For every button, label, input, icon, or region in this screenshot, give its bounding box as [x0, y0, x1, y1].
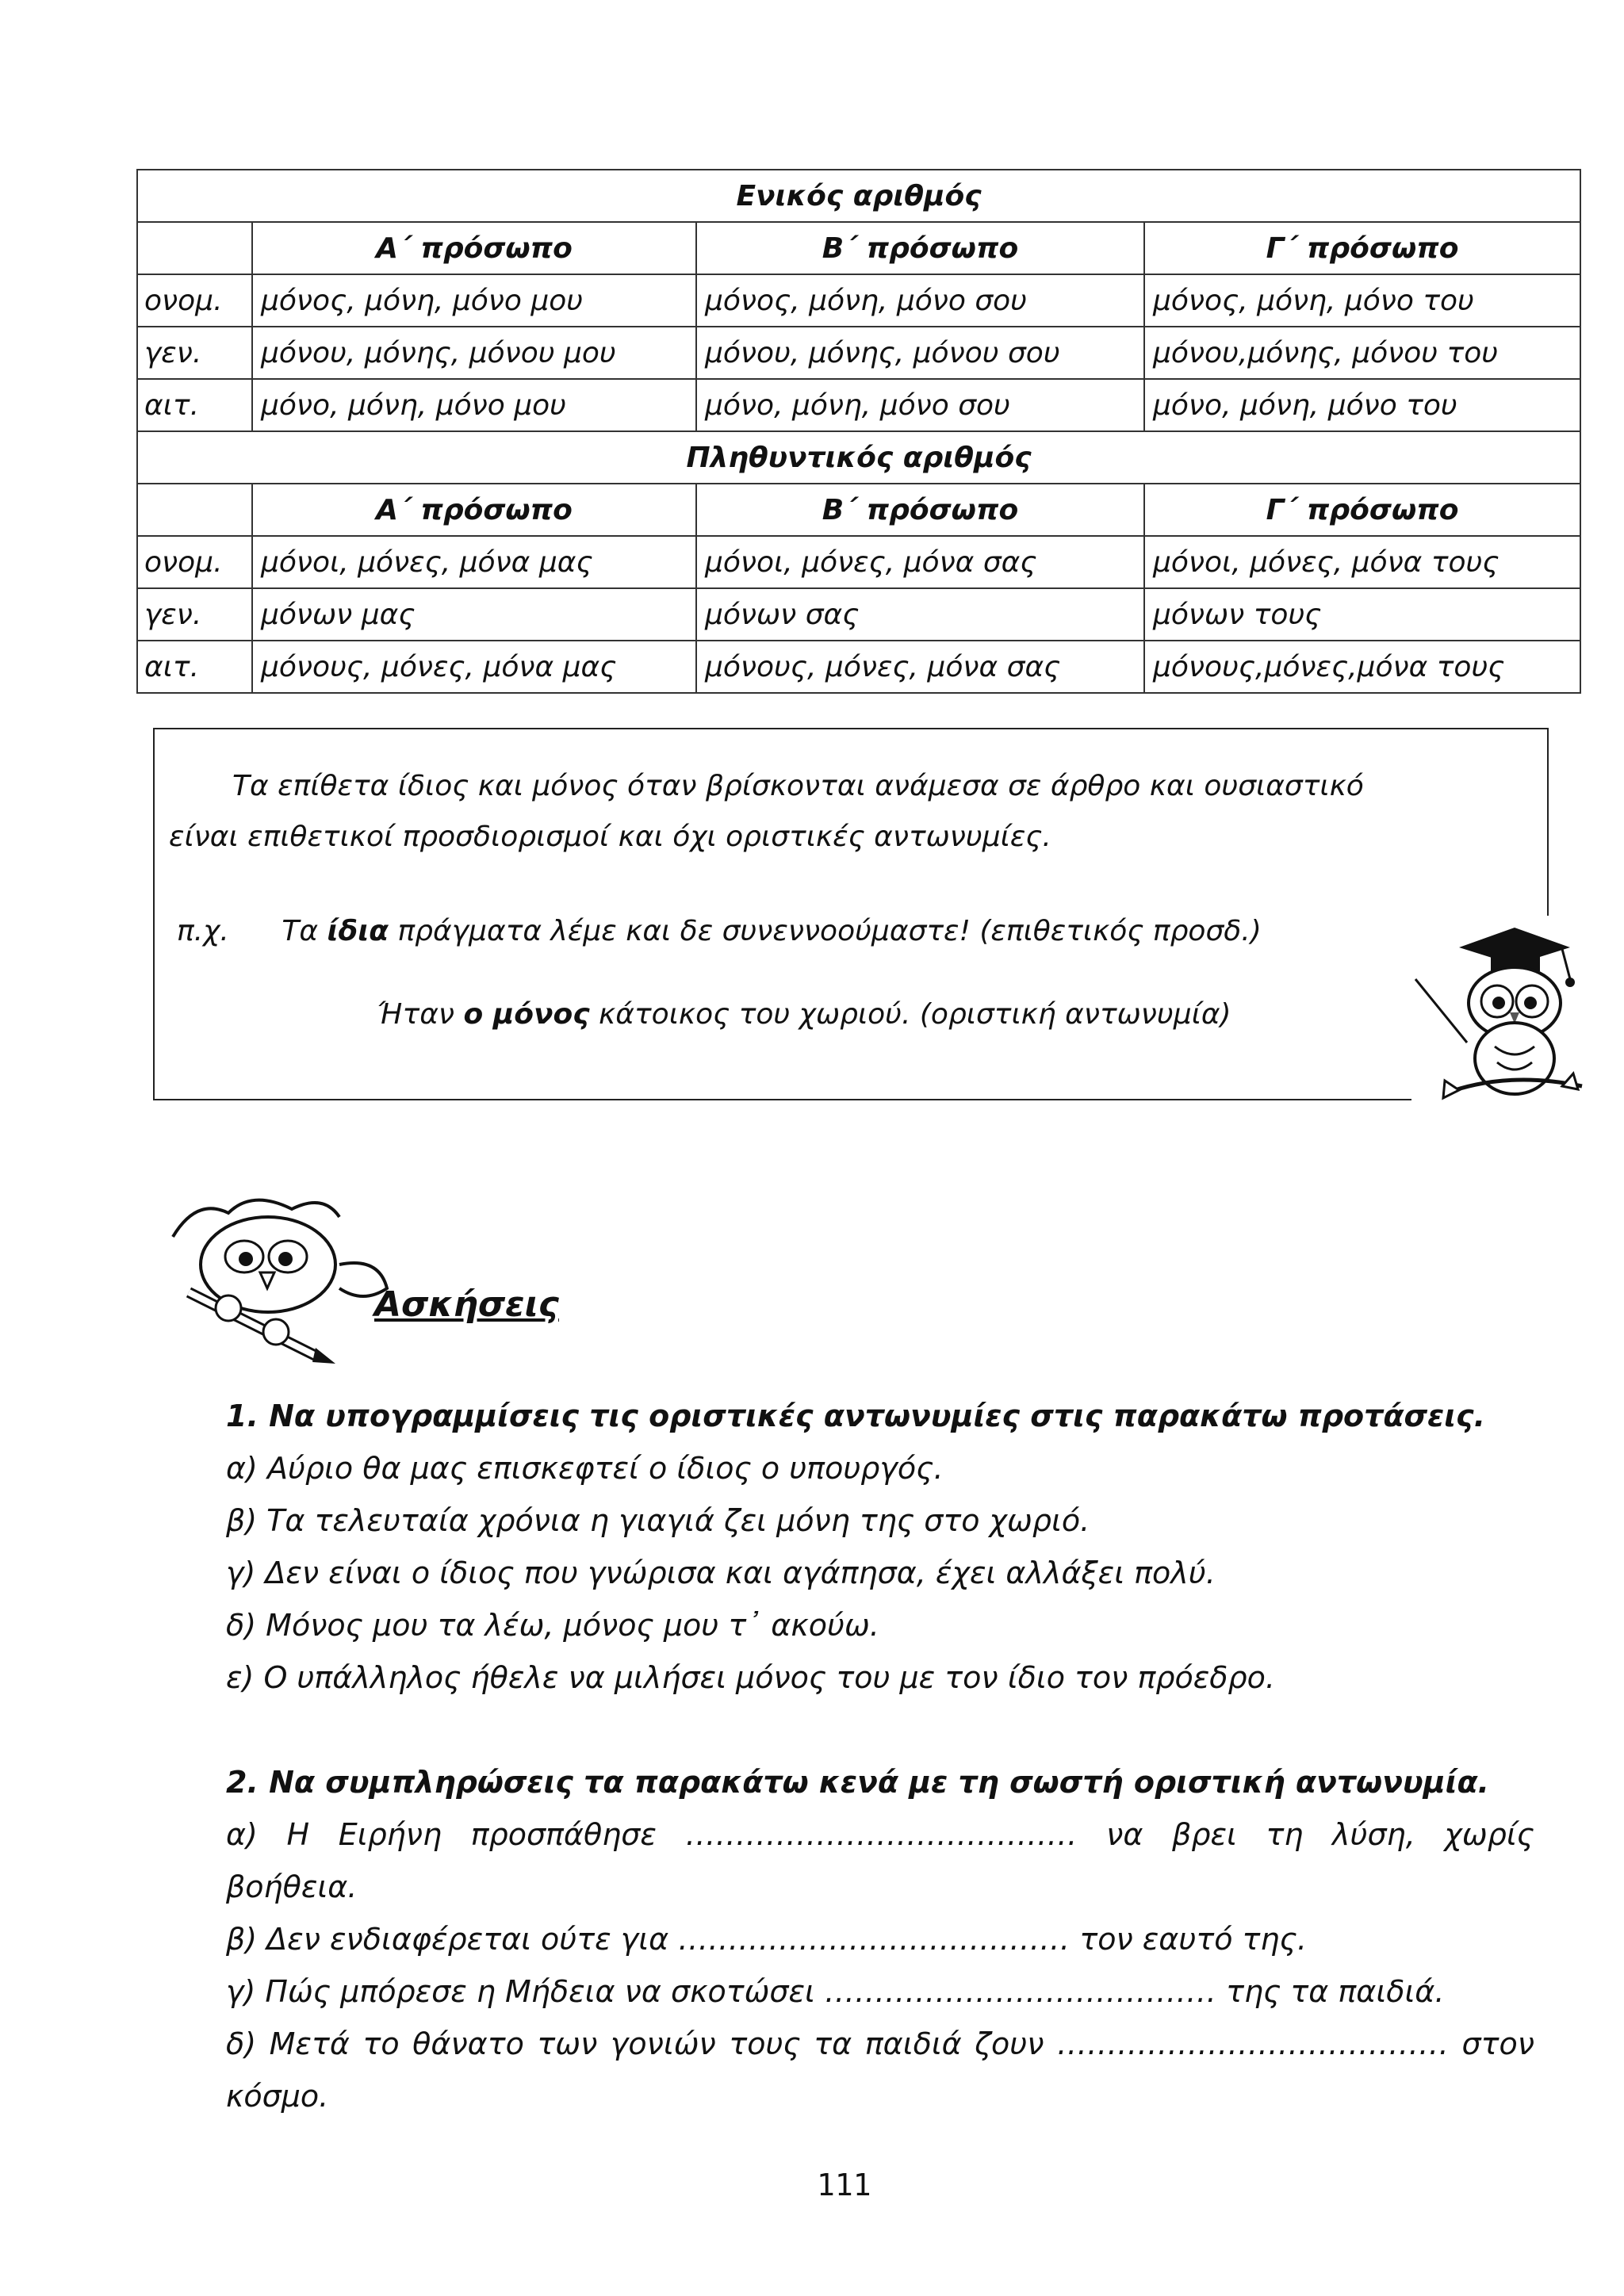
empty-cell: [137, 484, 252, 536]
case-label: αιτ.: [137, 379, 252, 431]
table-cell: μόνου, μόνης, μόνου μου: [252, 327, 696, 379]
table-row: [137, 588, 1580, 641]
page-number: 111: [817, 2168, 871, 2202]
example-prefix: π.χ.: [177, 915, 229, 947]
exercise-1-item: β) Τα τελευταία χρόνια η γιαγιά ζει μόνη της στο χωριό.: [226, 1503, 1090, 1538]
empty-cell: [137, 222, 252, 274]
table-row: [137, 327, 1580, 379]
table-cell: μόνος, μόνη, μόνο του: [1144, 274, 1580, 327]
table-cell: μόνους,μόνες,μόνα τους: [1144, 641, 1580, 693]
table-cell: μόνου, μόνης, μόνου σου: [696, 327, 1144, 379]
exercise-1-item: α) Αύριο θα μας επισκεφτεί ο ίδιος ο υπουργός.: [226, 1451, 944, 1486]
owl-teacher-icon: [1411, 916, 1586, 1106]
exercise-2-item: β) Δεν ενδιαφέρεται ούτε για ………………………………… τον εαυτό της.: [226, 1922, 1307, 1957]
table-cell: μόνοι, μόνες, μόνα σας: [696, 536, 1144, 588]
person-header: Α΄ πρόσωπο: [252, 484, 696, 536]
note-line: είναι επιθετικοί προσδιορισμοί και όχι οριστικές αντωνυμίες.: [169, 821, 1051, 853]
table-cell: μόνοι, μόνες, μόνα μας: [252, 536, 696, 588]
table-row: [137, 274, 1580, 327]
table-cell: μόνο, μόνη, μόνο μου: [252, 379, 696, 431]
singular-title: Ενικός αριθμός: [137, 170, 1580, 222]
note-example-2: [377, 991, 1408, 1039]
example-bold-word: ο μόνος: [463, 998, 590, 1031]
example-text-before: Τα: [282, 915, 319, 947]
example-text-after: πράγματα λέμε και δε συνεννοούμαστε! (επιθετικός προσδ.): [397, 915, 1262, 947]
person-header: Γ΄ πρόσωπο: [1144, 222, 1580, 274]
table-cell: μόνος, μόνη, μόνο μου: [252, 274, 696, 327]
exercise-2-item: δ) Μετά το θάνατο των γονιών τους τα παιδιά ζουν ………………………………… στον: [226, 2026, 1534, 2061]
plural-person-header-row: [137, 484, 1580, 536]
owl-pencil-icon: [157, 1189, 395, 1372]
person-header: Γ΄ πρόσωπο: [1144, 484, 1580, 536]
example-text-after: κάτοικος του χωριού. (οριστική αντωνυμία): [599, 998, 1231, 1031]
exercise-1-item: δ) Μόνος μου τα λέω, μόνος μου τ᾽ ακούω.: [226, 1608, 879, 1643]
singular-person-header-row: [137, 222, 1580, 274]
person-header: Β΄ πρόσωπο: [696, 484, 1144, 536]
table-cell: μόνων σας: [696, 588, 1144, 641]
note-line: Τα επίθετα ίδιος και μόνος όταν βρίσκονται ανάμεσα σε άρθρο και ουσιαστικό: [232, 770, 1364, 802]
person-header: Α΄ πρόσωπο: [252, 222, 696, 274]
exercise-1-prompt: 1. Να υπογραμμίσεις τις οριστικές αντωνυμίες στις παρακάτω προτάσεις.: [226, 1399, 1486, 1433]
table-cell: μόνων μας: [252, 588, 696, 641]
example-bold-word: ίδια: [327, 915, 389, 947]
exercise-2-item: α) Η Ειρήνη προσπάθησε ………………………………… να βρει τη λύση, χωρίς: [226, 1817, 1534, 1852]
case-label: αιτ.: [137, 641, 252, 693]
case-label: γεν.: [137, 327, 252, 379]
table-row: [137, 379, 1580, 431]
plural-title: Πληθυντικός αριθμός: [137, 431, 1580, 484]
table-row: [137, 641, 1580, 693]
case-label: ονομ.: [137, 536, 252, 588]
exercise-2-prompt: 2. Να συμπληρώσεις τα παρακάτω κενά με τη σωστή οριστική αντωνυμία.: [226, 1765, 1489, 1800]
grammar-note-box: [153, 728, 1549, 1100]
exercises-title: Ασκήσεις: [374, 1284, 559, 1325]
table-cell: μόνο, μόνη, μόνο του: [1144, 379, 1580, 431]
example-text-before: Ήταν: [377, 998, 455, 1031]
plural-title-row: [137, 431, 1580, 484]
singular-title-row: [137, 170, 1580, 222]
table-cell: μόνοι, μόνες, μόνα τους: [1144, 536, 1580, 588]
table-cell: μόνο, μόνη, μόνο σου: [696, 379, 1144, 431]
table-row: [137, 536, 1580, 588]
person-header: Β΄ πρόσωπο: [696, 222, 1144, 274]
table-cell: μόνου,μόνης, μόνου του: [1144, 327, 1580, 379]
exercise-2-item-continuation: βοήθεια.: [226, 1869, 358, 1904]
table-cell: μόνος, μόνη, μόνο σου: [696, 274, 1144, 327]
exercise-2-item-continuation: κόσμο.: [226, 2079, 329, 2114]
exercise-1-item: γ) Δεν είναι ο ίδιος που γνώρισα και αγάπησα, έχει αλλάξει πολύ.: [226, 1556, 1216, 1590]
declension-table: [136, 169, 1581, 694]
note-example-1: [177, 908, 1366, 955]
case-label: ονομ.: [137, 274, 252, 327]
table-cell: μόνων τους: [1144, 588, 1580, 641]
exercise-2-item: γ) Πώς μπόρεσε η Μήδεια να σκοτώσει ………………………………… της τα παιδιά.: [226, 1974, 1445, 2009]
exercise-1-item: ε) Ο υπάλληλος ήθελε να μιλήσει μόνος του με τον ίδιο τον πρόεδρο.: [226, 1660, 1275, 1695]
table-cell: μόνους, μόνες, μόνα μας: [252, 641, 696, 693]
case-label: γεν.: [137, 588, 252, 641]
table-cell: μόνους, μόνες, μόνα σας: [696, 641, 1144, 693]
